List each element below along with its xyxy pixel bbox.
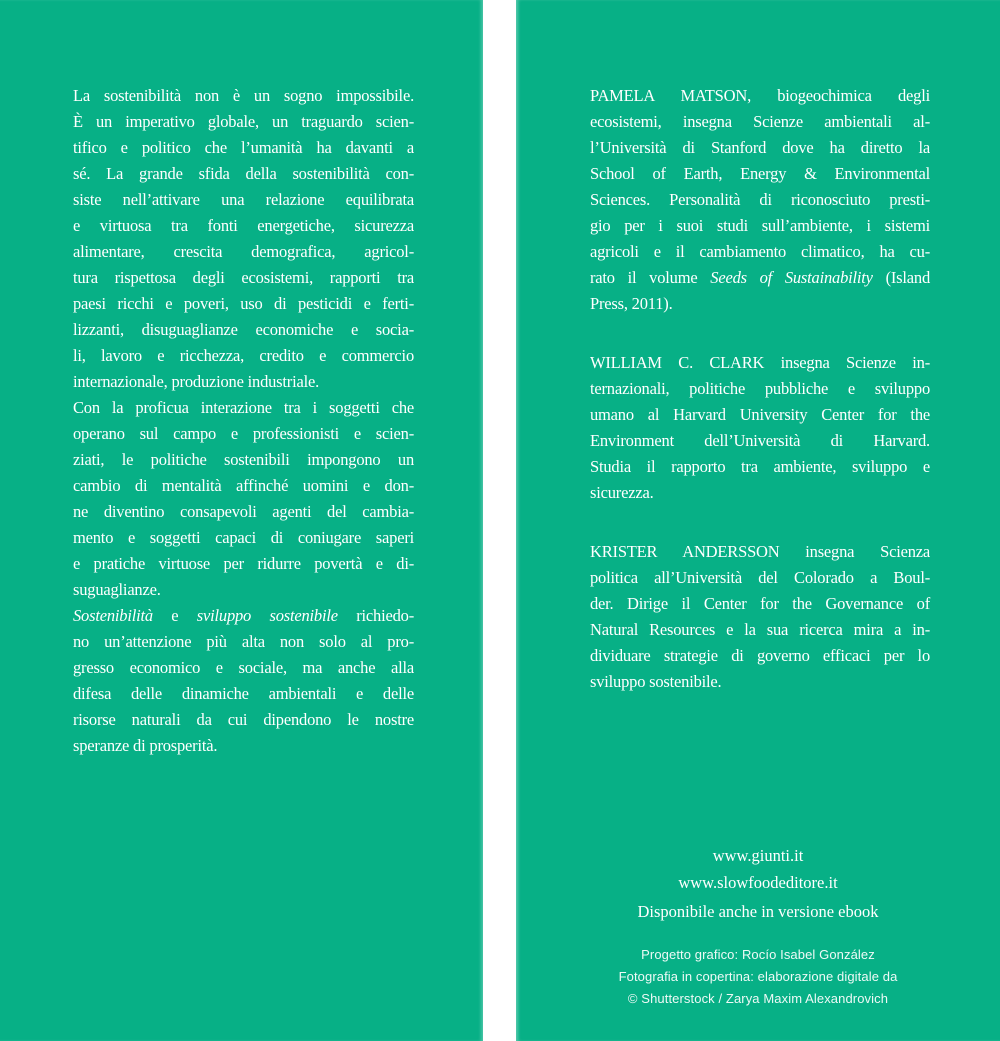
- text-line: PAMELA MATSON, biogeochimica degli: [590, 86, 930, 105]
- text-line: sviluppo sostenibile.: [590, 672, 722, 691]
- left-flap-text: [73, 83, 414, 759]
- text-line: Fotografia in copertina: elaborazione digitale da: [618, 969, 898, 984]
- bio-william-c-clark: [590, 350, 930, 506]
- text-line: agricoli e il cambiamento climatico, ha cu-: [590, 242, 930, 261]
- text-line: e virtuosa tra fonti energetiche, sicurezza: [73, 216, 414, 235]
- text-line: tura rispettosa degli ecosistemi, rapporti tra: [73, 268, 414, 287]
- text-line: Studia il rapporto tra ambiente, sviluppo e: [590, 457, 930, 476]
- right-flap-panel: [516, 0, 1000, 1041]
- text-line: Environment dell’Università di Harvard.: [590, 431, 930, 450]
- text-line: siste nell’attivare una relazione equilibrata: [73, 190, 414, 209]
- text-line: rato il volume Seeds of Sustainability (Island: [590, 268, 930, 287]
- text-line: speranze di prosperità.: [73, 736, 218, 755]
- text-line: tifico e politico che l’umanità ha davanti a: [73, 138, 414, 157]
- text-line: WILLIAM C. CLARK insegna Scienze in-: [590, 353, 930, 372]
- text-line: risorse naturali da cui dipendono le nostre: [73, 710, 414, 729]
- text-line: Con la proficua interazione tra i soggetti che: [73, 398, 414, 417]
- text-line: politica all’Università del Colorado a Boul-: [590, 568, 930, 587]
- text-line: www.slowfoodeditore.it: [678, 873, 838, 892]
- bio-pamela-matson: [590, 83, 930, 317]
- publisher-websites: [516, 842, 1000, 896]
- text-line: l’Università di Stanford dove ha diretto la: [590, 138, 930, 157]
- text-line: gresso economico e sociale, ma anche alla: [73, 658, 414, 677]
- text-line: cambio di mentalità affinché uomini e don-: [73, 476, 414, 495]
- text-line: Natural Resources e la sua ricerca mira a in-: [590, 620, 930, 639]
- text-line: School of Earth, Energy & Environmental: [590, 164, 930, 183]
- text-line: operano sul campo e professionisti e scien-: [73, 424, 414, 443]
- design-photo-credits: [516, 944, 1000, 1010]
- text-line: ziati, le politiche sostenibili impongono un: [73, 450, 414, 469]
- text-line: Sciences. Personalità di riconosciuto presti-: [590, 190, 930, 209]
- text-line: KRISTER ANDERSSON insegna Scienza: [590, 542, 930, 561]
- text-line: mento e soggetti capaci di coniugare saperi: [73, 528, 414, 547]
- text-line: alimentare, crescita demografica, agricol-: [73, 242, 414, 261]
- text-line: È un imperativo globale, un traguardo scien-: [73, 112, 414, 131]
- blurb-paragraph-2: [73, 395, 414, 603]
- text-line: ecosistemi, insegna Scienze ambientali al-: [590, 112, 930, 131]
- text-line: La sostenibilità non è un sogno impossibile.: [73, 86, 414, 105]
- left-flap-panel: [0, 0, 483, 1041]
- text-line: lizzanti, disuguaglianze economiche e socia-: [73, 320, 414, 339]
- blurb-paragraph-3: [73, 603, 414, 759]
- text-line: difesa delle dinamiche ambientali e delle: [73, 684, 414, 703]
- ebook-availability-note: Disponibile anche in versione ebook: [637, 902, 879, 921]
- text-line: li, lavoro e ricchezza, credito e commercio: [73, 346, 414, 365]
- blurb-paragraph-1: [73, 83, 414, 395]
- text-line: ne diventino consapevoli agenti del cambia-: [73, 502, 414, 521]
- text-line: Press, 2011).: [590, 294, 673, 313]
- author-bios: [590, 83, 930, 695]
- text-line: ternazionali, politiche pubbliche e sviluppo: [590, 379, 930, 398]
- text-line: e pratiche virtuose per ridurre povertà e di-: [73, 554, 414, 573]
- text-line: Sostenibilità e sviluppo sostenibile richiedo-: [73, 606, 414, 625]
- text-line: umano al Harvard University Center for the: [590, 405, 930, 424]
- text-line: www.giunti.it: [712, 846, 804, 865]
- text-line: gio per i suoi studi sull’ambiente, i sistemi: [590, 216, 930, 235]
- text-line: sicurezza.: [590, 483, 654, 502]
- text-line: dividuare strategie di governo efficaci per lo: [590, 646, 930, 665]
- text-line: no un’attenzione più alta non solo al pro-: [73, 632, 414, 651]
- text-line: internazionale, produzione industriale.: [73, 372, 320, 391]
- text-line: sé. La grande sfida della sostenibilità con-: [73, 164, 414, 183]
- text-line: der. Dirige il Center for the Governance of: [590, 594, 930, 613]
- text-line: Progetto grafico: Rocío Isabel González: [641, 947, 875, 962]
- text-line: suguaglianze.: [73, 580, 161, 599]
- bio-krister-andersson: [590, 539, 930, 695]
- text-line: paesi ricchi e poveri, uso di pesticidi e ferti-: [73, 294, 414, 313]
- text-line: © Shutterstock / Zarya Maxim Alexandrovich: [627, 991, 889, 1006]
